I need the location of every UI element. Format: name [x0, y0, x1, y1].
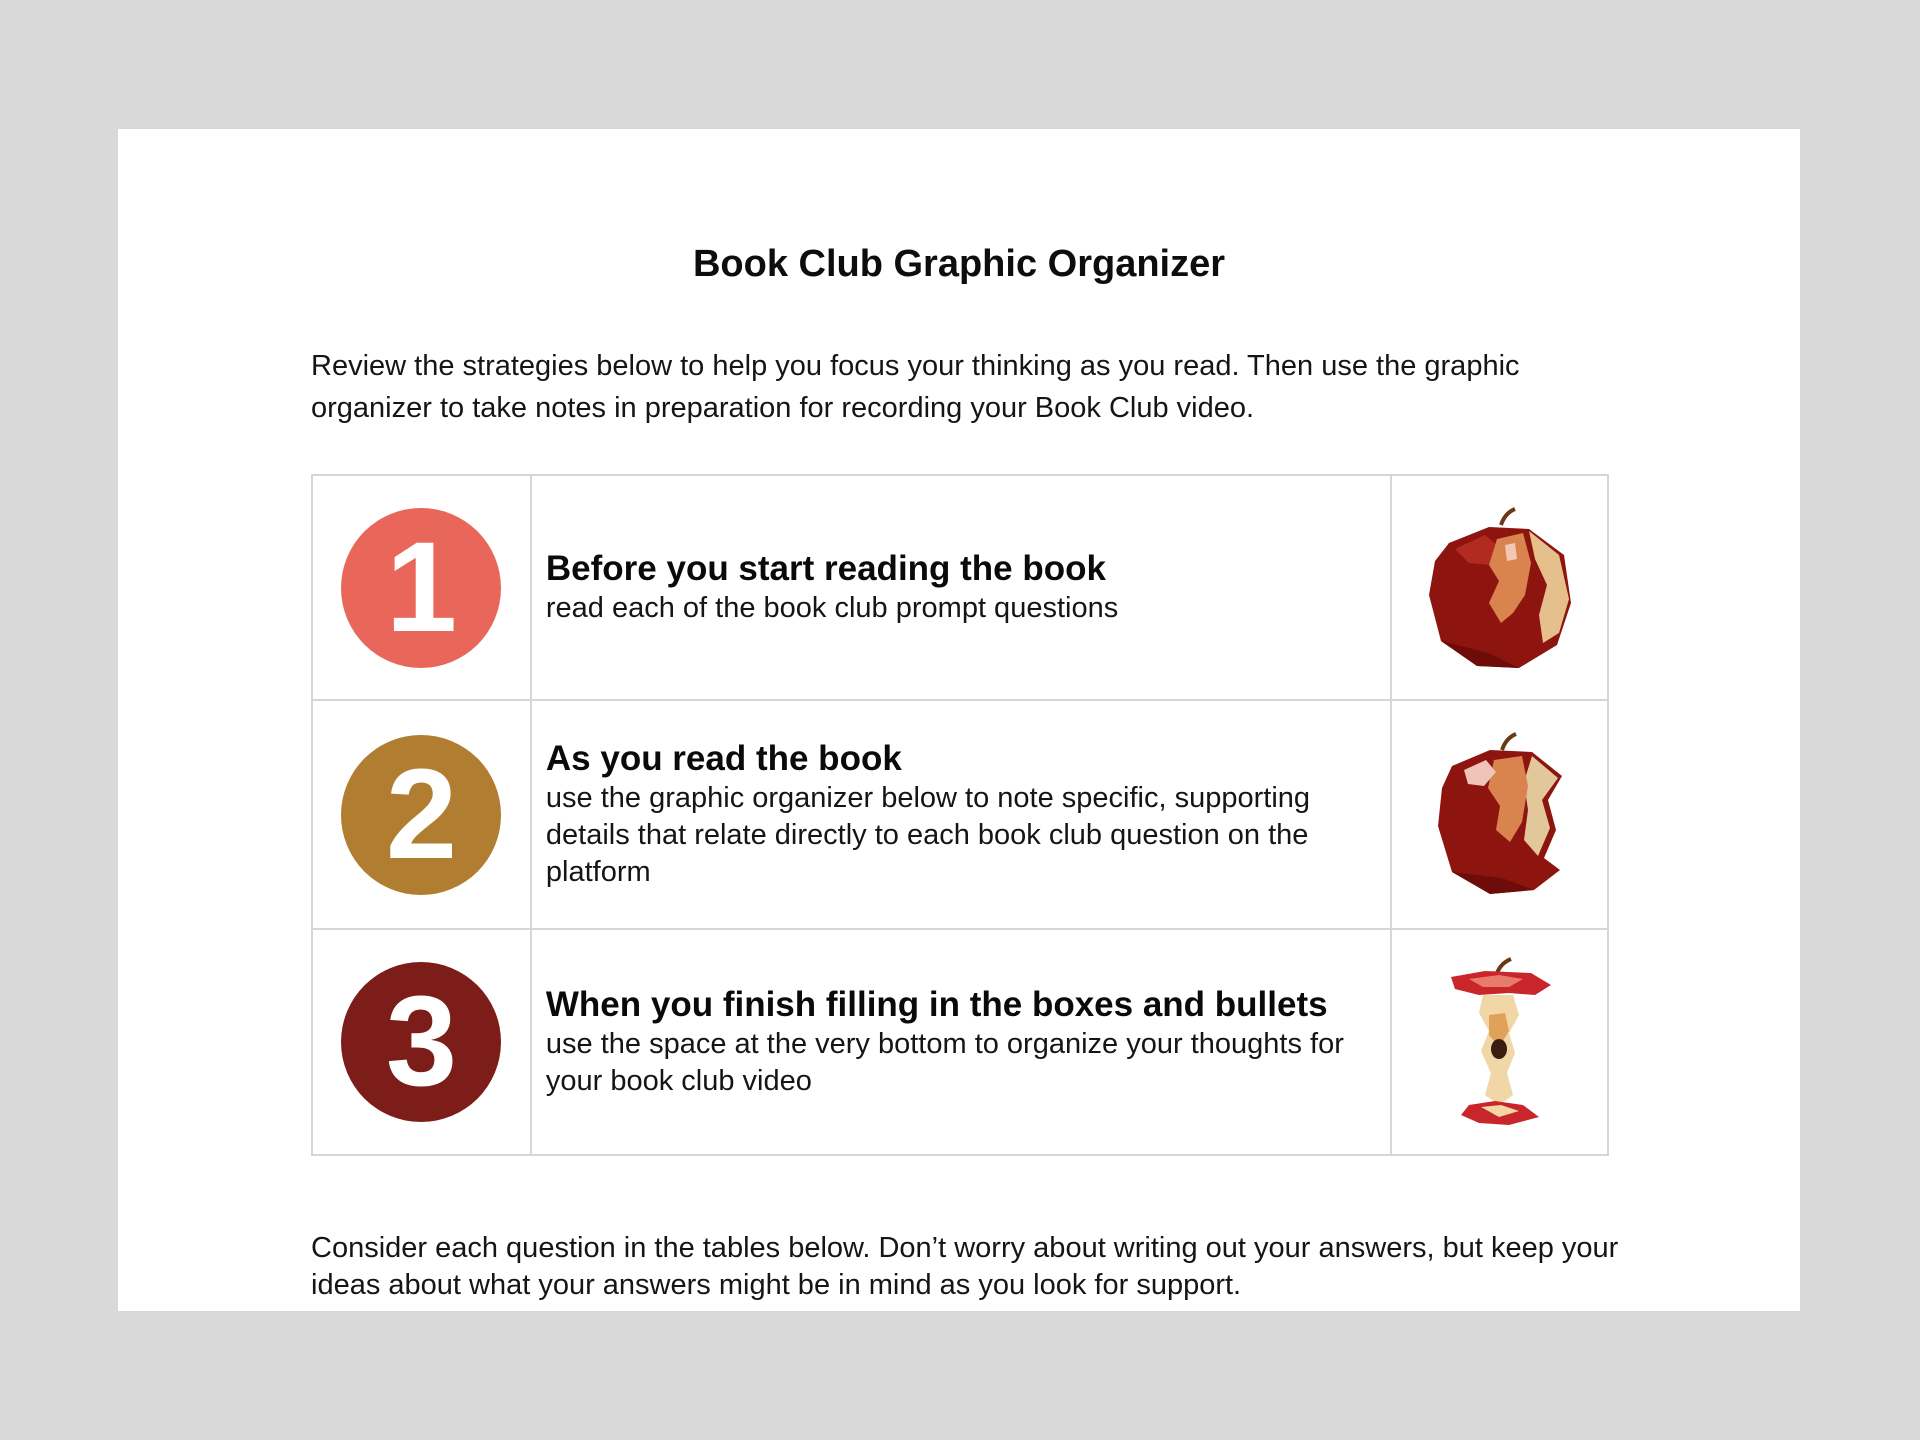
step-image-cell	[1391, 700, 1608, 929]
intro-paragraph: Review the strategies below to help you focus your thinking as you read. Then use the graphic organizer to take notes in preparation for recording your Book Club video.	[311, 350, 1520, 424]
step-description: read each of the book club prompt questions	[545, 592, 1119, 624]
step-image-cell	[1391, 475, 1608, 700]
step-row-3	[312, 929, 1608, 1155]
step-number-cell	[312, 475, 531, 700]
page-title: Book Club Graphic Organizer	[692, 243, 1226, 285]
bitten-apple-icon	[1424, 730, 1574, 900]
step-heading: When you finish filling in the boxes and bullets	[545, 985, 1328, 1024]
document-page	[118, 129, 1800, 1311]
step-number-badge: 2	[341, 735, 501, 895]
step-description: use the space at the very bottom to organize your thoughts for your book club video	[545, 1028, 1344, 1097]
step-number-cell	[312, 929, 531, 1155]
step-number-badge: 3	[341, 962, 501, 1122]
outro-paragraph: Consider each question in the tables below. Don’t worry about writing out your answers, but keep your ideas about what your answers might be in mind as you look for support.	[311, 1232, 1619, 1301]
step-number-badge: 1	[341, 508, 501, 668]
step-text-cell	[531, 929, 1391, 1155]
apple-core-icon	[1439, 955, 1559, 1130]
step-description: use the graphic organizer below to note specific, supporting details that relate directly to each book club question on the platform	[545, 782, 1311, 888]
step-row-2	[312, 700, 1608, 929]
step-heading: As you read the book	[545, 739, 902, 778]
step-number-cell	[312, 700, 531, 929]
step-row-1	[312, 475, 1608, 700]
steps-table	[311, 474, 1609, 1156]
step-text-cell	[531, 700, 1391, 929]
step-image-cell	[1391, 929, 1608, 1155]
step-text-cell	[531, 475, 1391, 700]
step-heading: Before you start reading the book	[545, 549, 1106, 588]
whole-apple-icon	[1419, 503, 1579, 673]
